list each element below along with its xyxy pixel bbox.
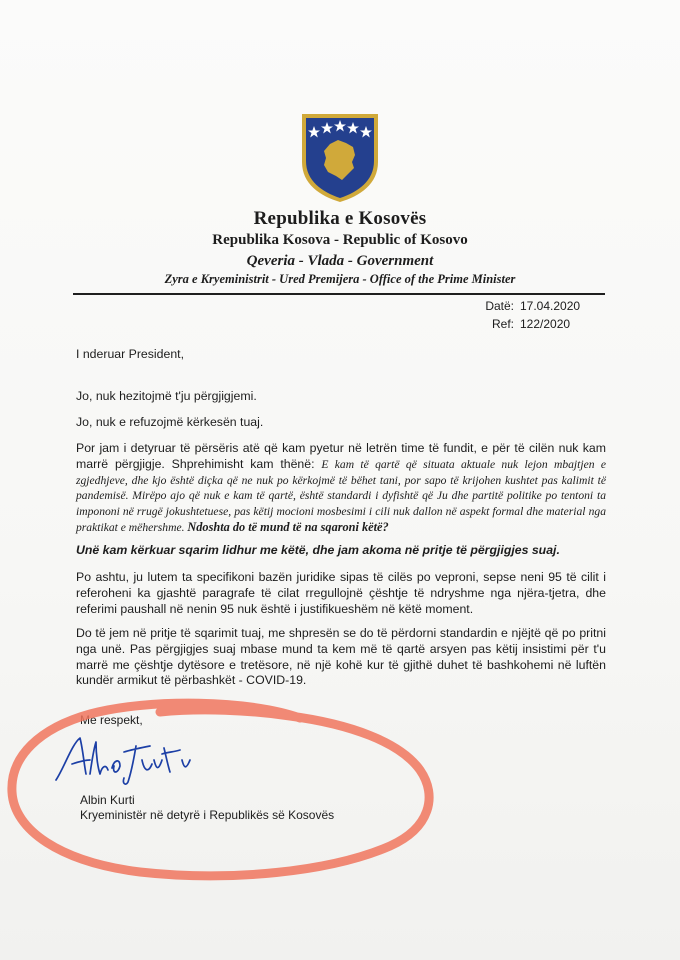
paragraph-6: Do të jem në pritje të sqarimit tuaj, me shpresën se do të përdorni standardin e njëjtë që po pritni nga unë. Pas përgjigjes suaj mbase mund ta kem më të qartë arsyen pas këtij insistimi për t'u marrë me çështje dytësore e tretësore, në një kohë kur të gjithë duhet të bashkohemi në luftën kundër armikut të përbashkët - COVID-19. — [76, 626, 606, 688]
signatory-title: Kryeministër në detyrë i Republikës së Kosovës — [80, 808, 335, 822]
paragraph-3-question: Ndoshta do të mund të na sqaroni këtë? — [187, 519, 389, 534]
header-office: Zyra e Kryeministrit - Ured Premijera - Office of the Prime Minister — [164, 272, 516, 286]
date-value: 17.04.2020 — [520, 299, 581, 313]
coat-of-arms-icon — [298, 110, 382, 204]
paragraph-3-quote: E kam të qartë që situata aktuale nuk lejon mbajtjen e zgjedhjeve, dhe kjo është diçka që ne nuk po kërkojmë të bëhet tani, por sapo të krijohen kushtet pas kalimit të pandemisë. Mirëpo ajo që nuk e kam të qartë, është standardi i dyfishtë që Ju dhe partitë politike po tentoni ta impononi në rrugë jokushtetuese, pas këtij mocioni mosbesimi i cili nuk dallon në aspekt formal dhe material nga praktikat e mëhershme. — [76, 457, 606, 534]
paragraph-2: Jo, nuk e refuzojmë kërkesën tuaj. — [76, 415, 264, 429]
header-republic: Republika e Kosovës — [253, 208, 427, 229]
ref-line — [478, 317, 570, 331]
header-republic-langs: Republika Kosova - Republic of Kosovo — [212, 232, 468, 248]
header-government: Qeveria - Vlada - Government — [246, 253, 434, 269]
paragraph-4: Unë kam kërkuar sqarim lidhur me këtë, dhe jam akoma në pritje të përgjigjes suaj. — [76, 543, 560, 557]
closing-regards: Me respekt, — [80, 713, 143, 727]
header-divider — [73, 293, 605, 295]
date-label: Datë: — [485, 299, 514, 313]
paragraph-1: Jo, nuk hezitojmë t'ju përgjigjemi. — [76, 389, 257, 403]
ref-value: 122/2020 — [520, 317, 571, 331]
ref-label: Ref: — [491, 317, 514, 331]
signature-image — [50, 730, 200, 790]
red-annotation-circle — [0, 690, 440, 890]
paragraph-5: Po ashtu, ju lutem ta specifikoni bazën juridike sipas të cilës po veproni, sepse neni 95 të cilit i referoheni ka gjashtë paragrafe të cilat rregullojnë çështje të ndryshme nga njëra-tjetra, dhe referimi paushall në nenin 95 nuk është i justifikueshëm në këtë moment. — [76, 570, 606, 616]
paragraph-3 — [76, 441, 606, 536]
signatory-name: Albin Kurti — [80, 793, 135, 807]
salutation: I nderuar President, — [76, 347, 185, 361]
paragraph-3-intro: Por jam i detyruar të përsëris atë që kam pyetur në letrën time të fundit, e për të cilën nuk kam marrë përgjigje. Shprehimisht kam thënë: — [76, 441, 606, 471]
date-line — [478, 299, 580, 313]
